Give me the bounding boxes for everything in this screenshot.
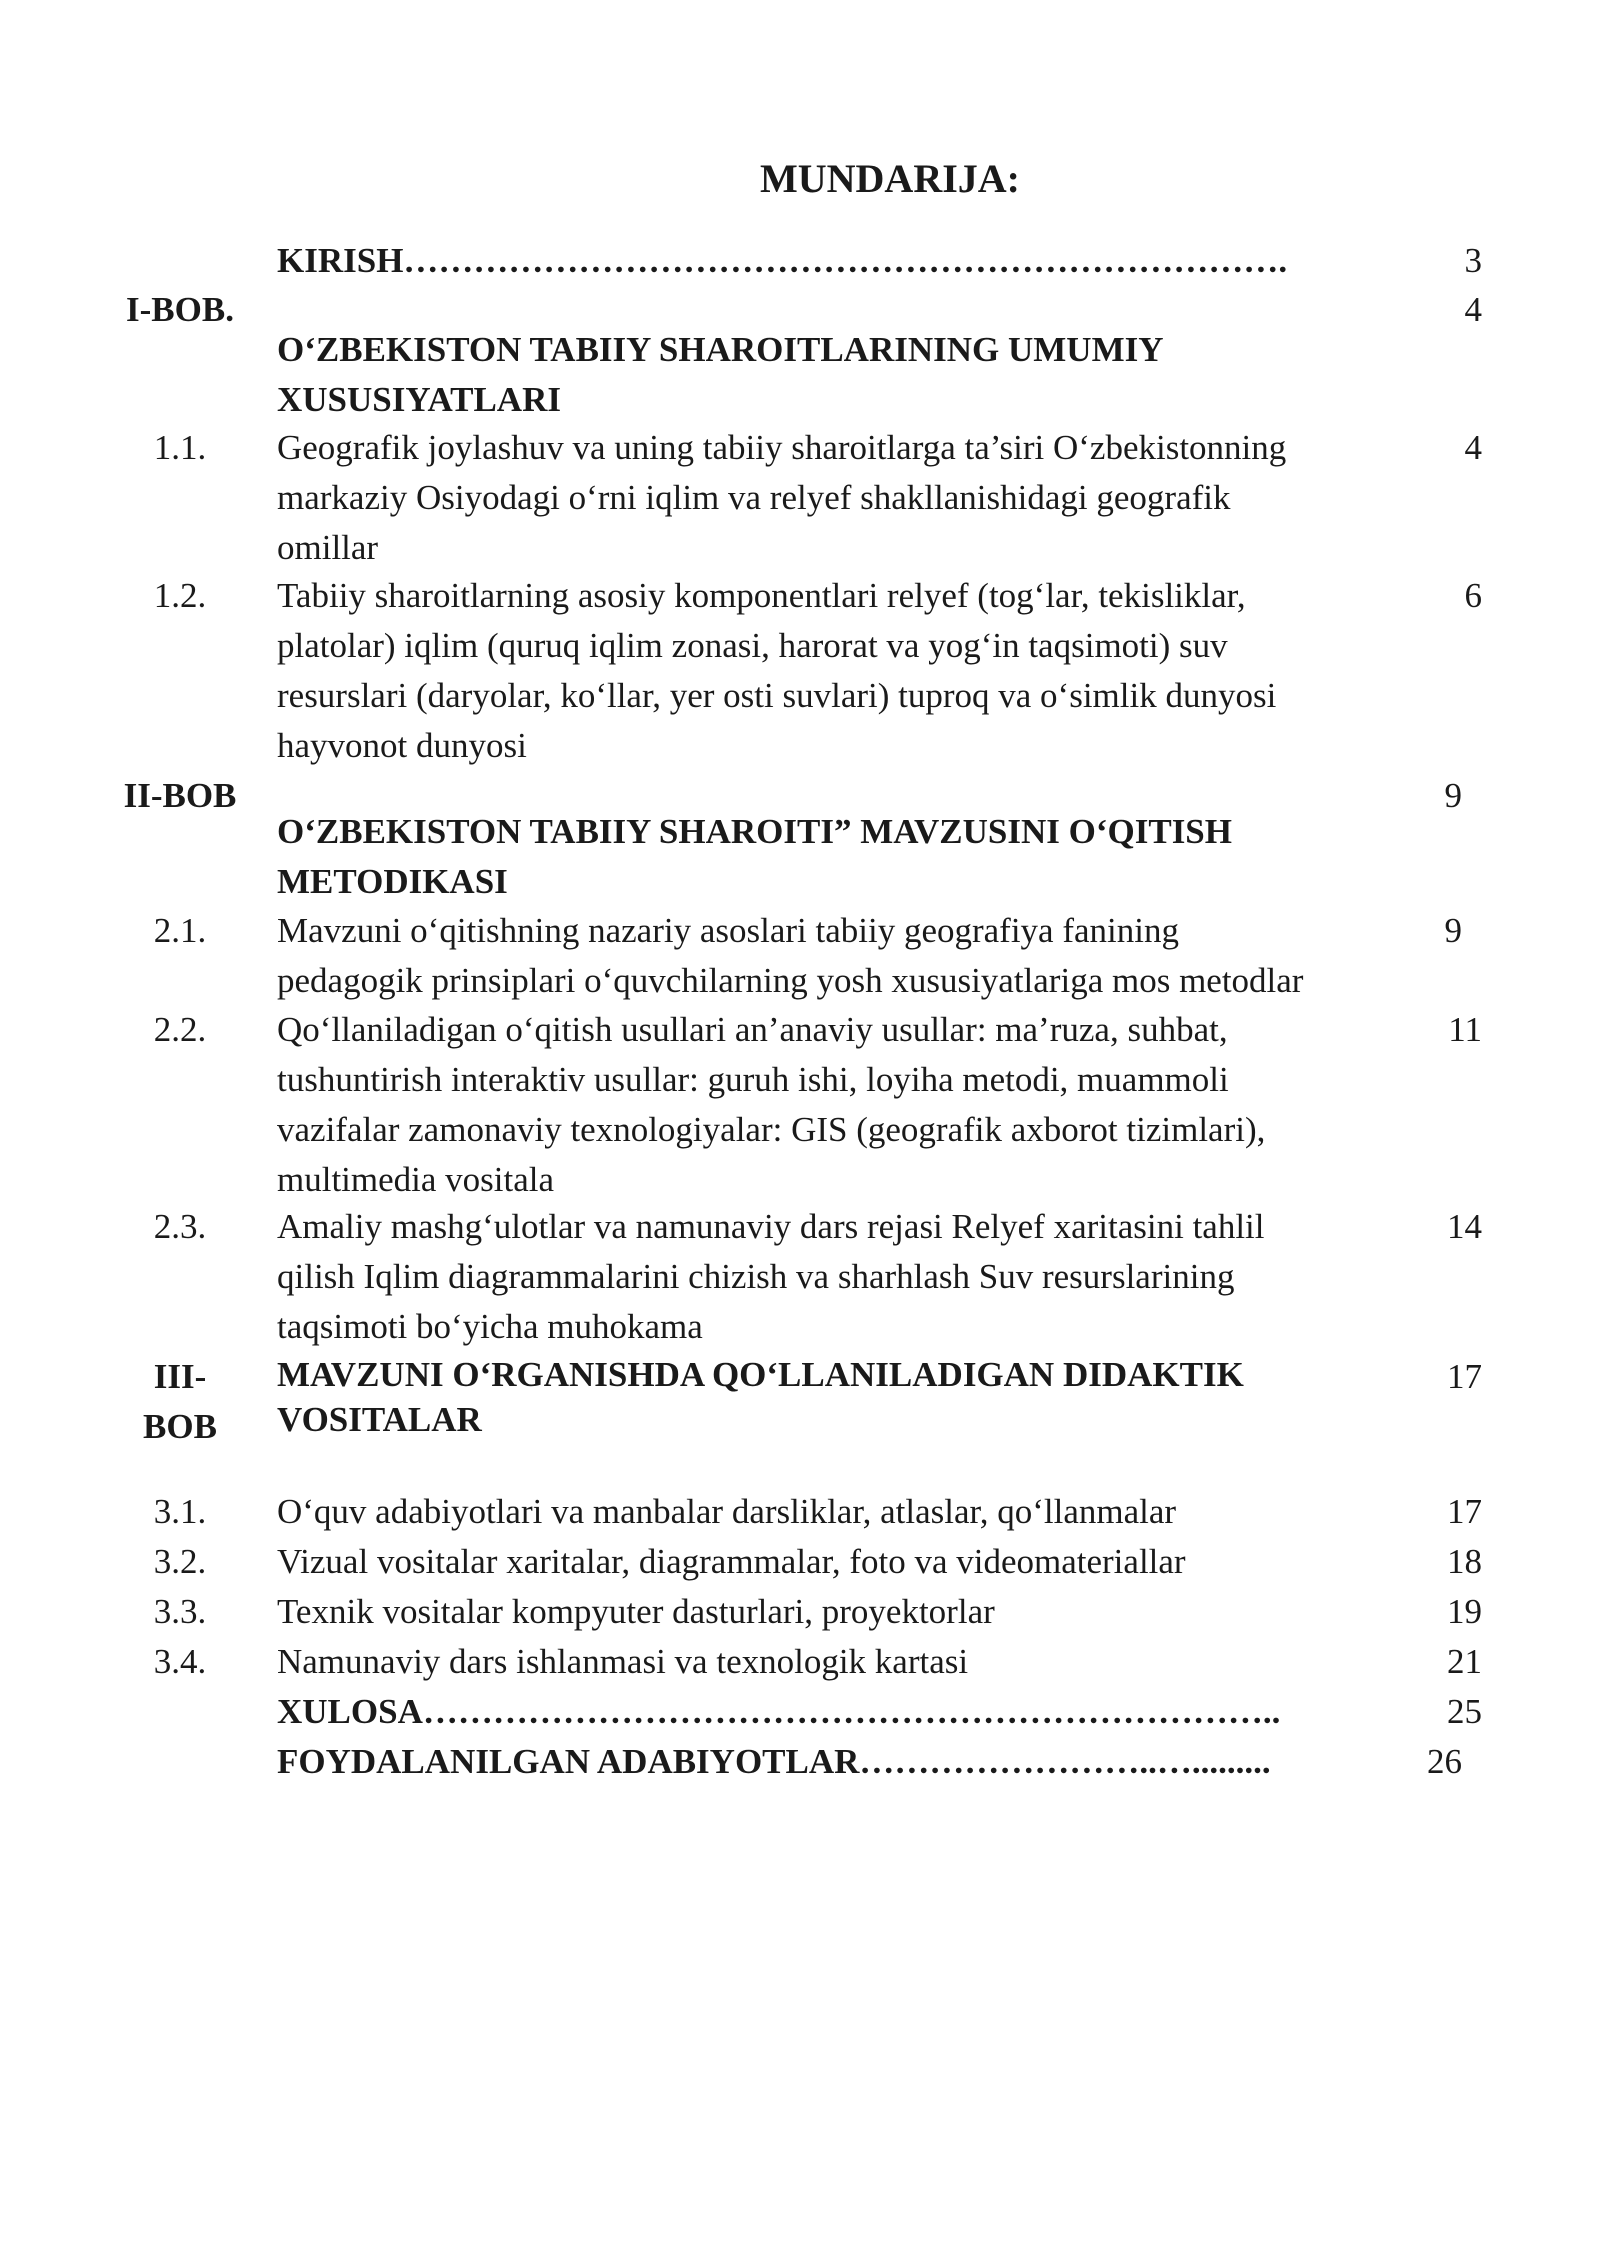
section-number: 2.3. <box>153 1207 207 1246</box>
section-text-line: Qo‘llaniladigan o‘qitish usullari an’anaviy usullar: ma’ruza, suhbat, <box>277 1010 1228 1049</box>
section-number: 3.1. <box>153 1492 207 1531</box>
toc-page-number: 14 <box>1447 1207 1482 1246</box>
chapter-label: III- <box>153 1357 207 1396</box>
section-number: 2.2. <box>153 1010 207 1049</box>
toc-page-number: 11 <box>1448 1010 1482 1049</box>
toc-page-number: 9 <box>1444 911 1462 950</box>
chapter-title-line: VOSITALAR <box>277 1400 482 1439</box>
section-text-line: O‘quv adabiyotlari va manbalar darsliklar, atlaslar, qo‘llanmalar <box>277 1492 1177 1531</box>
toc-page-number: 4 <box>1464 428 1482 467</box>
section-text-line: multimedia vositala <box>277 1160 555 1199</box>
toc-page-number: 25 <box>1447 1692 1482 1731</box>
chapter-label: II-BOB <box>123 776 237 815</box>
section-text-line: tushuntirish interaktiv usullar: guruh ishi, loyiha metodi, muammoli <box>277 1060 1229 1099</box>
section-number: 1.1. <box>153 428 207 467</box>
section-text-line: Amaliy mashg‘ulotlar va namunaviy dars rejasi Relyef xaritasini tahlil <box>277 1207 1265 1246</box>
section-text-line: Namunaviy dars ishlanmasi va texnologik kartasi <box>277 1642 969 1681</box>
toc-entry-text: KIRISH…………………………………………………………………. <box>277 241 1288 280</box>
toc-entry-text: FOYDALANILGAN ADABIYOTLAR……………………..…......... <box>277 1742 1271 1781</box>
toc-page-number: 6 <box>1464 576 1482 615</box>
section-text-line: omillar <box>277 528 379 567</box>
chapter-title-line: O‘ZBEKISTON TABIIY SHAROITI” MAVZUSINI O‘QITISH <box>277 812 1232 851</box>
section-text-line: Mavzuni o‘qitishning nazariy asoslari tabiiy geografiya fanining <box>277 911 1179 950</box>
section-text-line: resurslari (daryolar, ko‘llar, yer osti suvlari) tuproq va o‘simlik dunyosi <box>277 676 1277 715</box>
toc-page-number: 18 <box>1447 1542 1482 1581</box>
section-number: 1.2. <box>153 576 207 615</box>
chapter-title-line: MAVZUNI O‘RGANISHDA QO‘LLANILADIGAN DIDAKTIK <box>277 1355 1244 1394</box>
section-text-line: taqsimoti bo‘yicha muhokama <box>277 1307 703 1346</box>
section-number: 3.2. <box>153 1542 207 1581</box>
chapter-label: I-BOB. <box>126 290 234 329</box>
toc-page-number: 19 <box>1447 1592 1482 1631</box>
toc-page-number: 26 <box>1427 1742 1462 1781</box>
chapter-title-line: XUSUSIYATLARI <box>277 380 561 419</box>
section-text-line: vazifalar zamonaviy texnologiyalar: GIS (geografik axborot tizimlari), <box>277 1110 1266 1149</box>
section-number: 3.4. <box>153 1642 207 1681</box>
section-text-line: hayvonot dunyosi <box>277 726 527 765</box>
section-text-line: markaziy Osiyodagi o‘rni iqlim va relyef shakllanishidagi geografik <box>277 478 1231 517</box>
toc-page-number: 17 <box>1447 1492 1482 1531</box>
section-number: 2.1. <box>153 911 207 950</box>
section-text-line: Texnik vositalar kompyuter dasturlari, proyektorlar <box>277 1592 995 1631</box>
chapter-title-line: O‘ZBEKISTON TABIIY SHAROITLARINING UMUMIY <box>277 330 1164 369</box>
chapter-title-line: METODIKASI <box>277 862 508 901</box>
section-text-line: pedagogik prinsiplari o‘quvchilarning yosh xususiyatlariga mos metodlar <box>277 961 1304 1000</box>
section-text-line: Vizual vositalar xaritalar, diagrammalar, foto va videomateriallar <box>277 1542 1186 1581</box>
toc-page-number: 9 <box>1444 776 1462 815</box>
page-title: MUNDARIJA: <box>760 156 1020 201</box>
toc-page-number: 17 <box>1447 1357 1482 1396</box>
section-text-line: qilish Iqlim diagrammalarini chizish va sharhlash Suv resurslarining <box>277 1257 1235 1296</box>
chapter-label: BOB <box>143 1407 217 1446</box>
toc-page-number: 21 <box>1447 1642 1482 1681</box>
toc-entry-text: XULOSA……………………………………………………………….. <box>277 1692 1281 1731</box>
section-text-line: Geografik joylashuv va uning tabiiy sharoitlarga ta’siri O‘zbekistonning <box>277 428 1287 467</box>
toc-page-number: 4 <box>1464 290 1482 329</box>
section-number: 3.3. <box>153 1592 207 1631</box>
section-text-line: platolar) iqlim (quruq iqlim zonasi, harorat va yog‘in taqsimoti) suv <box>277 626 1228 665</box>
section-text-line: Tabiiy sharoitlarning asosiy komponentlari relyef (tog‘lar, tekisliklar, <box>277 576 1246 615</box>
toc-page-number: 3 <box>1464 241 1482 280</box>
